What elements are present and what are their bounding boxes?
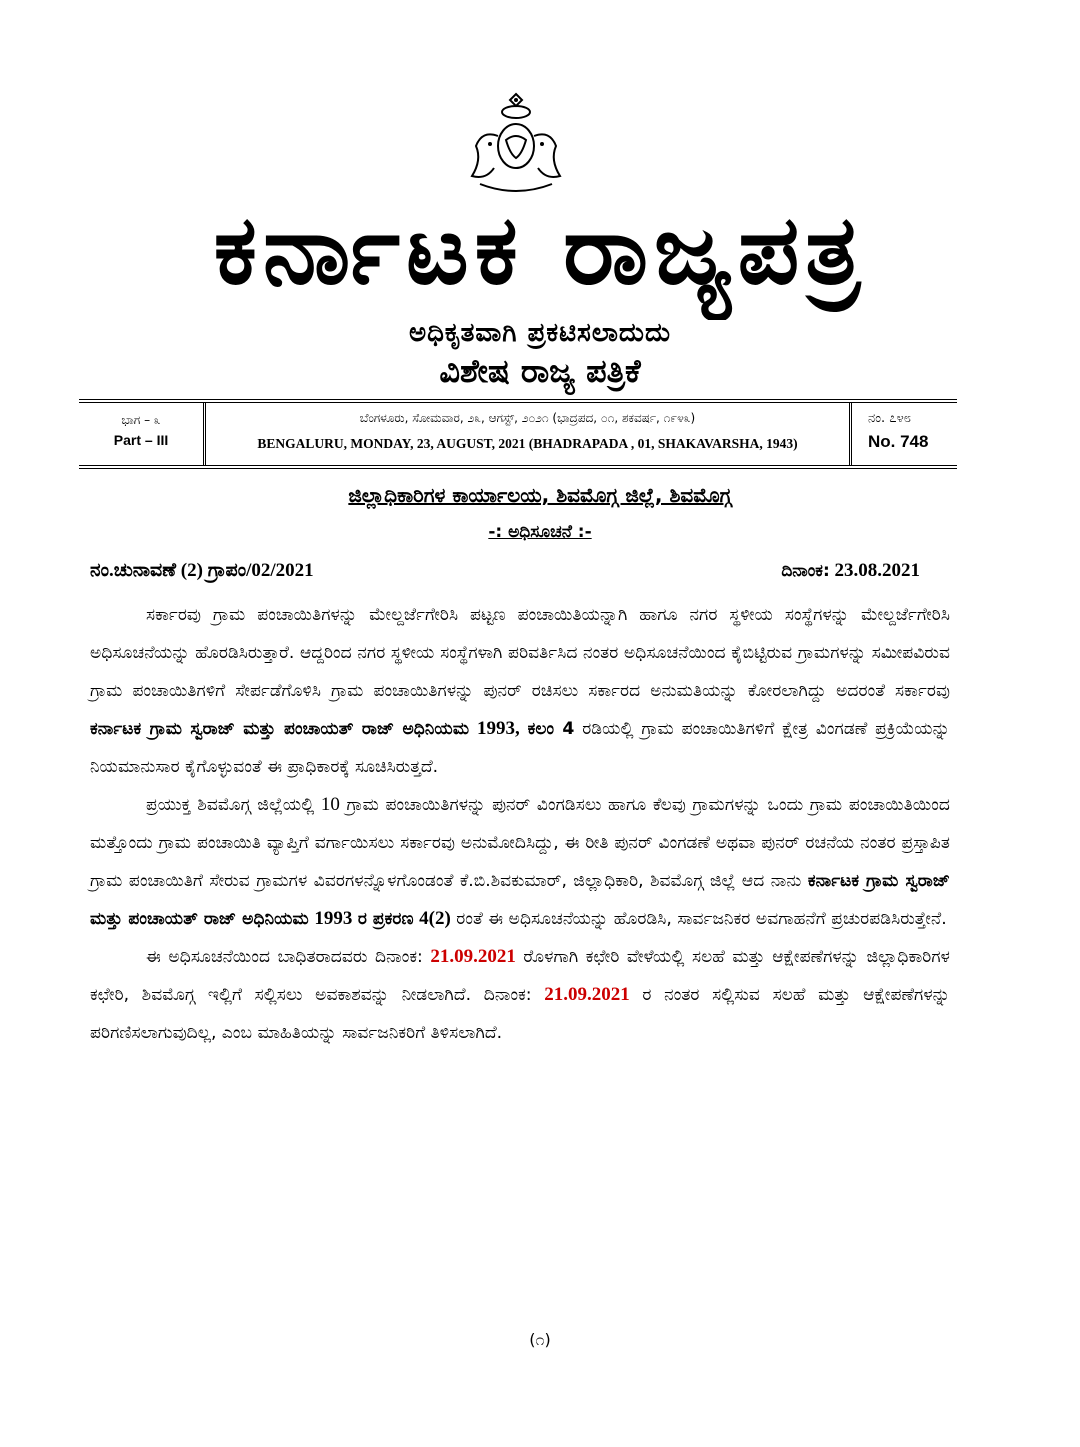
- panchayat-count: 10: [320, 794, 340, 815]
- clause-label: ರ ಪ್ರಕರಣ: [357, 909, 414, 929]
- notice-body: [90, 596, 950, 1052]
- issue-date-english: BENGALURU, MONDAY, 23, AUGUST, 2021 (BHADRAPADA , 01, SHAKAVARSHA, 1943): [257, 436, 798, 451]
- issue-number-kannada: ನಂ. ೭೪೮: [868, 411, 912, 426]
- act-name: ಕರ್ನಾಟಕ ಗ್ರಾಮ ಸ್ವರಾಜ್ ಮತ್ತು ಪಂಚಾಯತ್ ರಾಜ್ ಅಧಿನಿಯಮ: [90, 719, 470, 739]
- issue-band: [79, 399, 957, 469]
- issue-date-kannada: ಬೆಂಗಳೂರು, ಸೋಮವಾರ, ೨೩, ಆಗಸ್ಟ್, ೨೦೨೧ (ಭಾದ್ರಪದ, ೦೧, ಶಕವರ್ಷ, ೧೯೪೩): [359, 411, 696, 425]
- notification-heading: -: ಅಧಿಸೂಚನೆ :-: [488, 522, 592, 542]
- p2-text-b: ಗ್ರಾಮ ಪಂಚಾಯಿತಿಗಳನ್ನು ಪುನರ್ ವಿಂಗಡಿಸಲು ಹಾಗೂ ಕೆಲವು ಗ್ರಾಮಗಳನ್ನು ಒಂದು ಗ್ರಾಮ ಪಂಚಾಯಿತಿಯಿಂದ ಮತ್ತೊಂದು ಗ್ರಾಮ ಪಂಚಾಯಿತಿ ವ್ಯಾಪ್ತಿಗೆ ವರ್ಗಾಯಿಸಲು ಸರ್ಕಾರವು ಅನುಮೋದಿಸಿದ್ದು, ಈ ರೀತಿ ಪುನರ್ ವಿಂಗಡಣೆ ಅಥವಾ ಪುನರ್ ರಚನೆಯ ನಂತರ ಪ್ರಸ್ತಾಪಿತ ಗ್ರಾಮ ಪಂಚಾಯಿತಿಗೆ ಸೇರುವ ಗ್ರಾಮಗಳ ವಿವರಗಳನ್ನೊಳಗೊಂಡಂತೆ ಕೆ.ಬಿ.ಶಿವಕುಮಾರ್, ಜಿಲ್ಲಾಧಿಕಾರಿ, ಶಿವಮೊಗ್ಗ ಜಿಲ್ಲೆ ಆದ ನಾನು: [90, 795, 951, 891]
- part-english: Part – III: [113, 432, 169, 448]
- date-cell: [206, 403, 852, 465]
- p2-text-a: ಪ್ರಯುಕ್ತ ಶಿವಮೊಗ್ಗ ಜಿಲ್ಲೆಯಲ್ಲಿ: [146, 795, 315, 815]
- p2-text-c: ರಂತೆ ಈ ಅಧಿಸೂಚನೆಯನ್ನು ಹೊರಡಿಸಿ, ಸಾರ್ವಜನಿಕರ ಅವಗಾಹನೆಗೆ ಪ್ರಚುರಪಡಿಸಿರುತ್ತೇನೆ.: [456, 909, 947, 929]
- section-ref: ಕಲಂ 4: [527, 719, 575, 739]
- p1-text-b: ರಡಿಯಲ್ಲಿ ಗ್ರಾಮ ಪಂಚಾಯಿತಿಗಳಿಗೆ ಕ್ಷೇತ್ರ ವಿಂಗಡಣೆ ಪ್ರಕ್ರಿಯೆಯನ್ನು ನಿಯಮಾನುಸಾರ ಕೈಗೊಳ್ಳುವಂತೆ ಈ ಪ್ರಾಧಿಕಾರಕ್ಕೆ ಸೂಚಿಸಿರುತ್ತದೆ.: [90, 719, 950, 777]
- p3-text-c: ರ ನಂತರ ಸಲ್ಲಿಸುವ ಸಲಹೆ ಮತ್ತು ಆಕ್ಷೇಪಣೆಗಳನ್ನು ಪರಿಗಣಿಸಲಾಗುವುದಿಲ್ಲ, ಎಂಬ ಮಾಹಿತಿಯನ್ನು ಸಾರ್ವಜನಿಕರಿಗೆ ತಿಳಿಸಲಾಗಿದೆ.: [90, 985, 950, 1043]
- number-cell: [852, 403, 957, 465]
- issue-number-english: No. 748: [868, 432, 929, 451]
- p3-text-a: ಈ ಅಧಿಸೂಚನೆಯಿಂದ ಬಾಧಿತರಾದವರು ದಿನಾಂಕ:: [146, 947, 423, 967]
- p3-text-b: ರೊಳಗಾಗಿ ಕಛೇರಿ ವೇಳೆಯಲ್ಲಿ ಸಲಹೆ ಮತ್ತು ಆಕ್ಷೇಪಣೆಗಳನ್ನು ಜಿಲ್ಲಾಧಿಕಾರಿಗಳ ಕಛೇರಿ, ಶಿವಮೊಗ್ಗ ಇಲ್ಲಿಗೆ ಸಲ್ಲಿಸಲು ಅವಕಾಶವನ್ನು ನೀಡಲಾಗಿದೆ. ದಿನಾಂಕ:: [90, 947, 951, 1005]
- special-gazette-label: ವಿಶೇಷ ರಾಜ್ಯ ಪತ್ರಿಕೆ: [439, 352, 641, 390]
- paragraph-2: [90, 786, 950, 938]
- part-cell: [79, 403, 206, 465]
- date-value: 23.08.2021: [834, 560, 920, 581]
- deadline-date-2: 21.09.2021: [544, 984, 630, 1005]
- act-year: 1993,: [477, 718, 520, 739]
- date-label: ದಿನಾಂಕ:: [781, 561, 830, 581]
- act-year-2: 1993: [314, 908, 353, 929]
- p1-text-a: ಸರ್ಕಾರವು ಗ್ರಾಮ ಪಂಚಾಯಿತಿಗಳನ್ನು ಮೇಲ್ದರ್ಜೆಗೇರಿಸಿ ಪಟ್ಟಣ ಪಂಚಾಯಿತಿಯನ್ನಾಗಿ ಹಾಗೂ ನಗರ ಸ್ಥಳೀಯ ಸಂಸ್ಥೆಗಳನ್ನು ಮೇಲ್ದರ್ಜೆಗೇರಿಸಿ ಅಧಿಸೂಚನೆಯನ್ನು ಹೊರಡಿಸಿರುತ್ತಾರೆ. ಆದ್ದರಿಂದ ನಗರ ಸ್ಥಳೀಯ ಸಂಸ್ಥೆಗಳಾಗಿ ಪರಿವರ್ತಿಸಿದ ನಂತರ ಅಧಿಸೂಚನೆಯಿಂದ ಕೈಬಿಟ್ಟಿರುವ ಗ್ರಾಮಗಳನ್ನು ಸಮೀಪವಿರುವ ಗ್ರಾಮ ಪಂಚಾಯಿತಿಗಳಿಗೆ ಸೇರ್ಪಡೆಗೊಳಿಸಿ ಗ್ರಾಮ ಪಂಚಾಯಿತಿಗಳನ್ನು ಪುನರ್ ರಚಿಸಲು ಸರ್ಕಾರದ ಅನುಮತಿಯನ್ನು ಕೋರಲಾಗಿದ್ದು ಅದರಂತೆ ಸರ್ಕಾರವು: [90, 605, 950, 701]
- paragraph-1: [90, 596, 950, 786]
- part-kannada: ಭಾಗ – ೩: [121, 413, 161, 427]
- reference-number: ನಂ.ಚುನಾವಣೆ (2) ಗ್ರಾಪಂ/02/2021: [90, 560, 314, 581]
- gazette-masthead-title: ಕರ್ನಾಟಕ ರಾಜ್ಯಪತ್ರ: [213, 194, 867, 306]
- act-name-2: ಕರ್ನಾಟಕ ಗ್ರಾಮ ಸ್ವರಾಜ್ ಮತ್ತು ಪಂಚಾಯತ್ ರಾಜ್ ಅಧಿನಿಯಮ: [90, 871, 950, 929]
- deadline-date-1: 21.09.2021: [430, 946, 516, 967]
- published-by-authority: ಅಧಿಕೃತವಾಗಿ ಪ್ರಕಟಿಸಲಾದುದು: [408, 318, 672, 348]
- notice-date: [781, 560, 920, 582]
- paragraph-3: [90, 938, 950, 1052]
- clause-number: 4(2): [419, 908, 451, 929]
- office-heading: ಜಿಲ್ಲಾಧಿಕಾರಿಗಳ ಕಾರ್ಯಾಲಯ, ಶಿವಮೊಗ್ಗ ಜಿಲ್ಲೆ, ಶಿವಮೊಗ್ಗ: [348, 483, 732, 507]
- page-number: (೧): [529, 1330, 551, 1349]
